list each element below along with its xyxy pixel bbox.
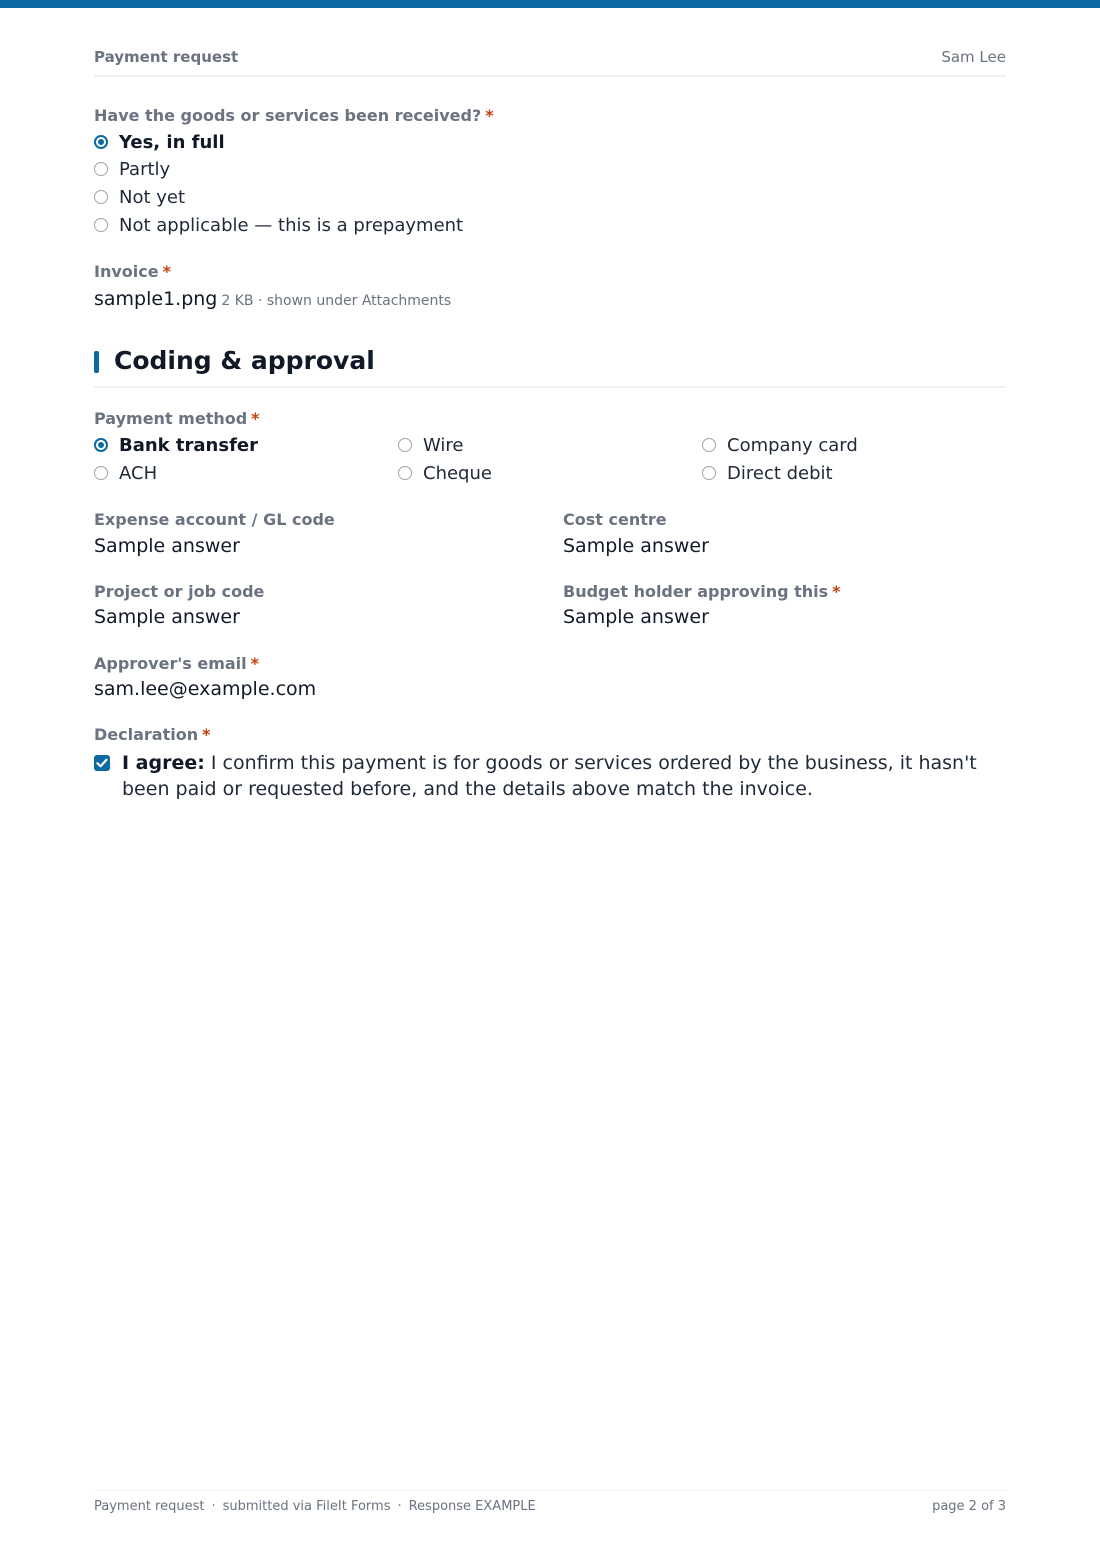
project-code-label: Project or job code (94, 582, 265, 601)
declaration-label-text: Declaration (94, 725, 199, 744)
payment-method-label-text: Payment method (94, 409, 248, 428)
goods-received-label-text: Have the goods or services been received? (94, 106, 482, 125)
option-label: Bank transfer (119, 434, 258, 456)
required-marker: * (162, 262, 171, 281)
invoice-file-name[interactable]: sample1.png (94, 288, 218, 310)
required-marker: * (250, 654, 259, 673)
goods-received-label (94, 106, 494, 125)
top-accent-bar (0, 0, 1100, 8)
cost-centre-label: Cost centre (563, 510, 667, 529)
radio-icon (94, 218, 108, 232)
page-header (94, 48, 1006, 77)
required-marker: * (485, 106, 494, 125)
footer-separator: · (397, 1499, 402, 1514)
payment-option-cheque[interactable] (398, 461, 492, 485)
declaration-agree: I agree: (122, 752, 205, 774)
radio-icon (94, 190, 108, 204)
goods-option-not-yet[interactable] (94, 185, 185, 209)
footer-response: Response EXAMPLE (408, 1499, 536, 1514)
budget-holder-value: Sample answer (563, 606, 709, 628)
option-label: Yes, in full (119, 131, 225, 153)
section-heading-text: Coding & approval (114, 346, 375, 375)
budget-holder-label (563, 582, 841, 601)
section-bar-icon (94, 351, 99, 373)
invoice-file (94, 288, 451, 310)
page-footer (94, 1490, 1006, 1514)
budget-holder-label-text: Budget holder approving this (563, 582, 829, 601)
radio-selected-icon (94, 438, 108, 452)
required-marker: * (251, 409, 260, 428)
form-title: Payment request (94, 48, 239, 66)
radio-icon (94, 162, 108, 176)
invoice-file-meta: 2 KB · shown under Attachments (221, 293, 452, 309)
option-label: ACH (119, 462, 158, 484)
invoice-label (94, 262, 171, 281)
radio-icon (398, 466, 412, 480)
option-label: Partly (119, 158, 171, 180)
checkmark-icon (94, 755, 110, 771)
expense-account-value: Sample answer (94, 535, 240, 557)
option-label: Cheque (423, 462, 492, 484)
goods-option-not-applicable[interactable] (94, 213, 463, 237)
option-label: Not yet (119, 186, 186, 208)
cost-centre-value: Sample answer (563, 535, 709, 557)
section-heading-coding-approval (94, 346, 1006, 388)
declaration-label (94, 725, 210, 744)
declaration-body: I confirm this payment is for goods or services ordered by the business, it hasn't been paid or requested before, and the details above match the invoice. (122, 752, 977, 800)
page-number: page 2 of 3 (932, 1499, 1006, 1514)
footer-form-name: Payment request (94, 1499, 205, 1514)
required-marker: * (202, 725, 211, 744)
project-code-value: Sample answer (94, 606, 240, 628)
goods-option-yes-in-full[interactable] (94, 130, 225, 154)
expense-account-label: Expense account / GL code (94, 510, 335, 529)
declaration-text (122, 750, 992, 802)
option-label: Not applicable — this is a prepayment (119, 214, 464, 236)
invoice-label-text: Invoice (94, 262, 159, 281)
required-marker: * (832, 582, 841, 601)
payment-option-bank-transfer[interactable] (94, 433, 258, 457)
footer-submitted: submitted via FileIt Forms (222, 1499, 391, 1514)
payment-option-wire[interactable] (398, 433, 463, 457)
declaration-checkbox[interactable] (94, 755, 110, 771)
footer-separator: · (211, 1499, 216, 1514)
payment-option-direct-debit[interactable] (702, 461, 833, 485)
option-label: Company card (727, 434, 858, 456)
option-label: Direct debit (727, 462, 833, 484)
radio-selected-icon (94, 135, 108, 149)
footer-info (94, 1499, 536, 1514)
approver-email-label (94, 654, 259, 673)
radio-icon (702, 438, 716, 452)
payment-option-ach[interactable] (94, 461, 157, 485)
payment-method-label (94, 409, 260, 428)
approver-email-label-text: Approver's email (94, 654, 247, 673)
respondent-name: Sam Lee (941, 48, 1006, 66)
radio-icon (94, 466, 108, 480)
option-label: Wire (423, 434, 464, 456)
goods-option-partly[interactable] (94, 157, 170, 181)
payment-option-company-card[interactable] (702, 433, 858, 457)
radio-icon (702, 466, 716, 480)
radio-icon (398, 438, 412, 452)
approver-email-value: sam.lee@example.com (94, 678, 317, 700)
